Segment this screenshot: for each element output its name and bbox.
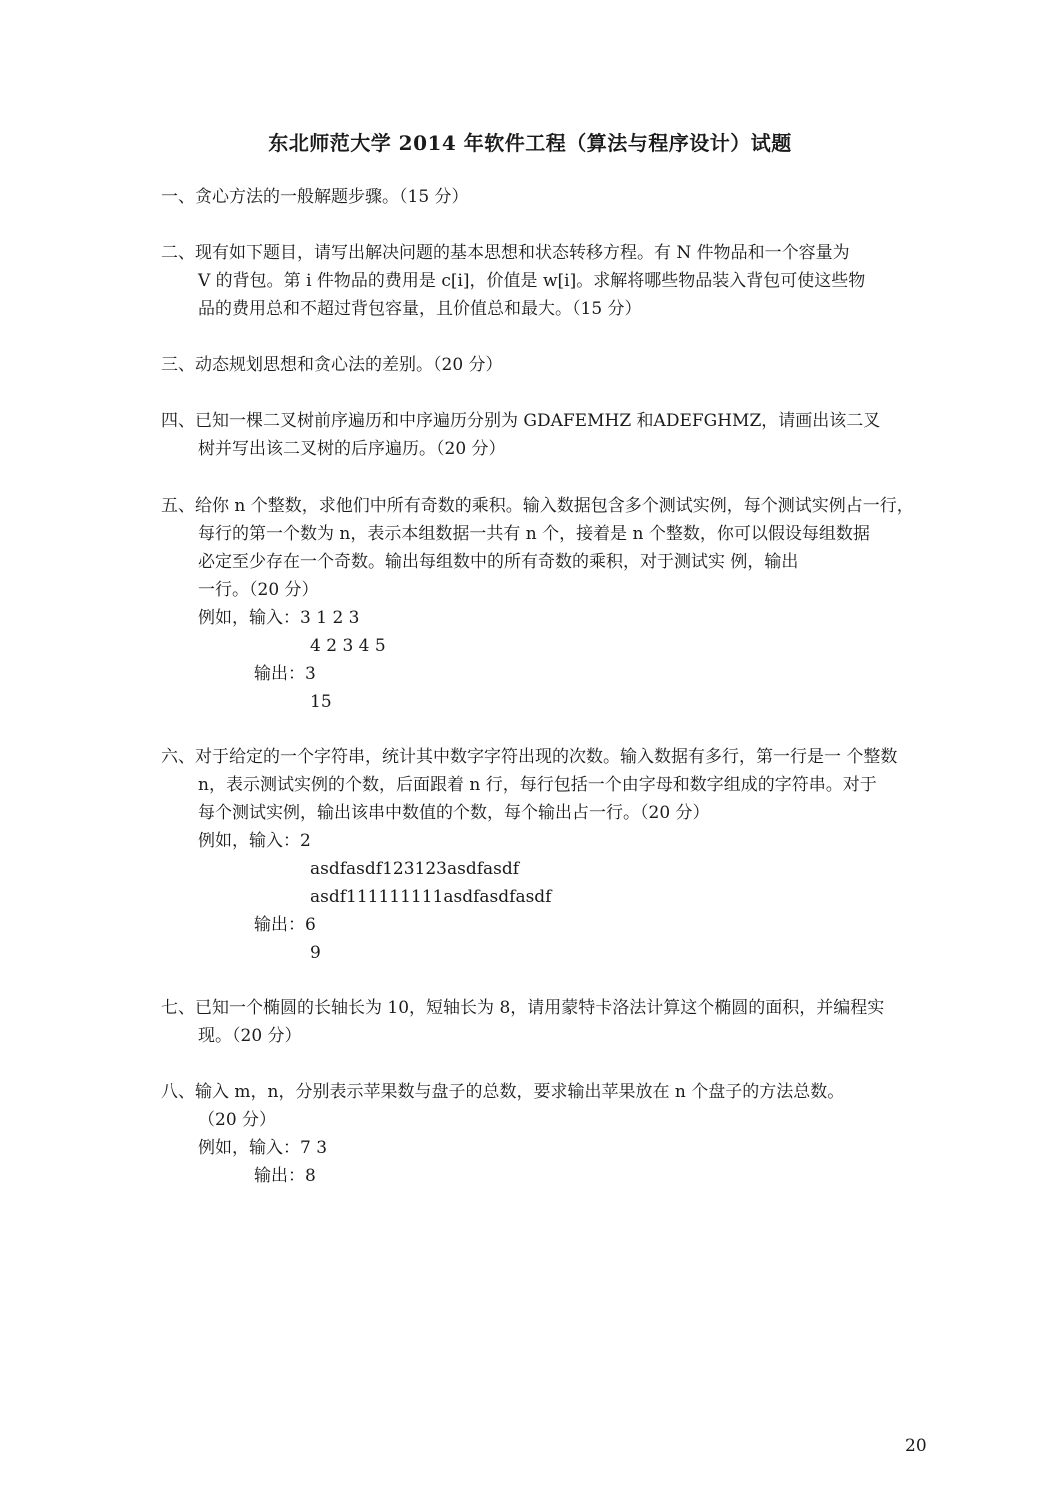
question-3 <box>161 351 906 379</box>
example-input-label: 例如，输入：3 1 2 3 <box>198 608 360 628</box>
question-4-line: 树并写出该二叉树的后序遍历。（20 分） <box>198 439 506 459</box>
question-8-line: （20 分） <box>198 1110 277 1130</box>
question-8 <box>161 1078 906 1190</box>
example-input-line: asdf111111111asdfasdfasdf <box>310 887 552 907</box>
question-7 <box>161 994 906 1050</box>
question-5-line: 五、给你 n 个整数，求他们中所有奇数的乘积。输入数据包含多个测试实例，每个测试实例占一行， <box>161 496 914 516</box>
question-5 <box>161 492 914 716</box>
question-6-line: 每个测试实例，输出该串中数值的个数，每个输出占一行。（20 分） <box>198 803 710 823</box>
example-output-label: 输出：3 <box>254 664 316 684</box>
question-7-line: 七、已知一个椭圆的长轴长为 10，短轴长为 8，请用蒙特卡洛法计算这个椭圆的面积，并编程实 <box>161 998 885 1018</box>
question-6 <box>161 743 906 967</box>
question-6-line: 六、对于给定的一个字符串，统计其中数字字符出现的次数。输入数据有多行，第一行是一 个整数 <box>161 747 898 767</box>
example-output-label: 输出：8 <box>254 1166 316 1186</box>
question-3-line: 三、动态规划思想和贪心法的差别。（20 分） <box>161 355 503 375</box>
example-input-label: 例如，输入：2 <box>198 831 311 851</box>
document-title: 东北师范大学 2014 年软件工程（算法与程序设计）试题 <box>268 131 792 155</box>
question-2-line: V 的背包。第 i 件物品的费用是 c[i]，价值是 w[i]。求解将哪些物品装入背包可使这些物 <box>198 271 866 291</box>
question-2-line: 二、现有如下题目，请写出解决问题的基本思想和状态转移方程。有 N 件物品和一个容量为 <box>161 243 850 263</box>
question-5-line: 必定至少存在一个奇数。输出每组数中的所有奇数的乘积，对于测试实 例，输出 <box>198 552 799 572</box>
question-8-line: 八、输入 m，n，分别表示苹果数与盘子的总数，要求输出苹果放在 n 个盘子的方法总数。 <box>161 1082 845 1102</box>
page-number: 20 <box>905 1436 927 1456</box>
question-5-line: 一行。（20 分） <box>198 580 319 600</box>
example-output-label: 输出：6 <box>254 915 316 935</box>
question-4 <box>161 407 906 463</box>
example-input-label: 例如，输入：7 3 <box>198 1138 328 1158</box>
question-2-line: 品的费用总和不超过背包容量，且价值总和最大。（15 分） <box>198 299 642 319</box>
example-input-line: asdfasdf123123asdfasdf <box>310 859 520 879</box>
example-input-line: 4 2 3 4 5 <box>310 636 386 656</box>
question-7-line: 现。（20 分） <box>198 1026 302 1046</box>
question-6-line: n，表示测试实例的个数，后面跟着 n 行，每行包括一个由字母和数字组成的字符串。对于 <box>198 775 877 795</box>
example-output-line: 9 <box>310 943 321 963</box>
question-2 <box>161 239 906 323</box>
question-1 <box>161 183 906 211</box>
question-1-line: 一、贪心方法的一般解题步骤。（15 分） <box>161 187 469 207</box>
question-5-line: 每行的第一个数为 n，表示本组数据一共有 n 个，接着是 n 个整数，你可以假设每组数据 <box>198 524 870 544</box>
question-4-line: 四、已知一棵二叉树前序遍历和中序遍历分别为 GDAFEMHZ 和ADEFGHMZ，请画出该二叉 <box>161 411 881 431</box>
example-output-line: 15 <box>310 692 332 712</box>
